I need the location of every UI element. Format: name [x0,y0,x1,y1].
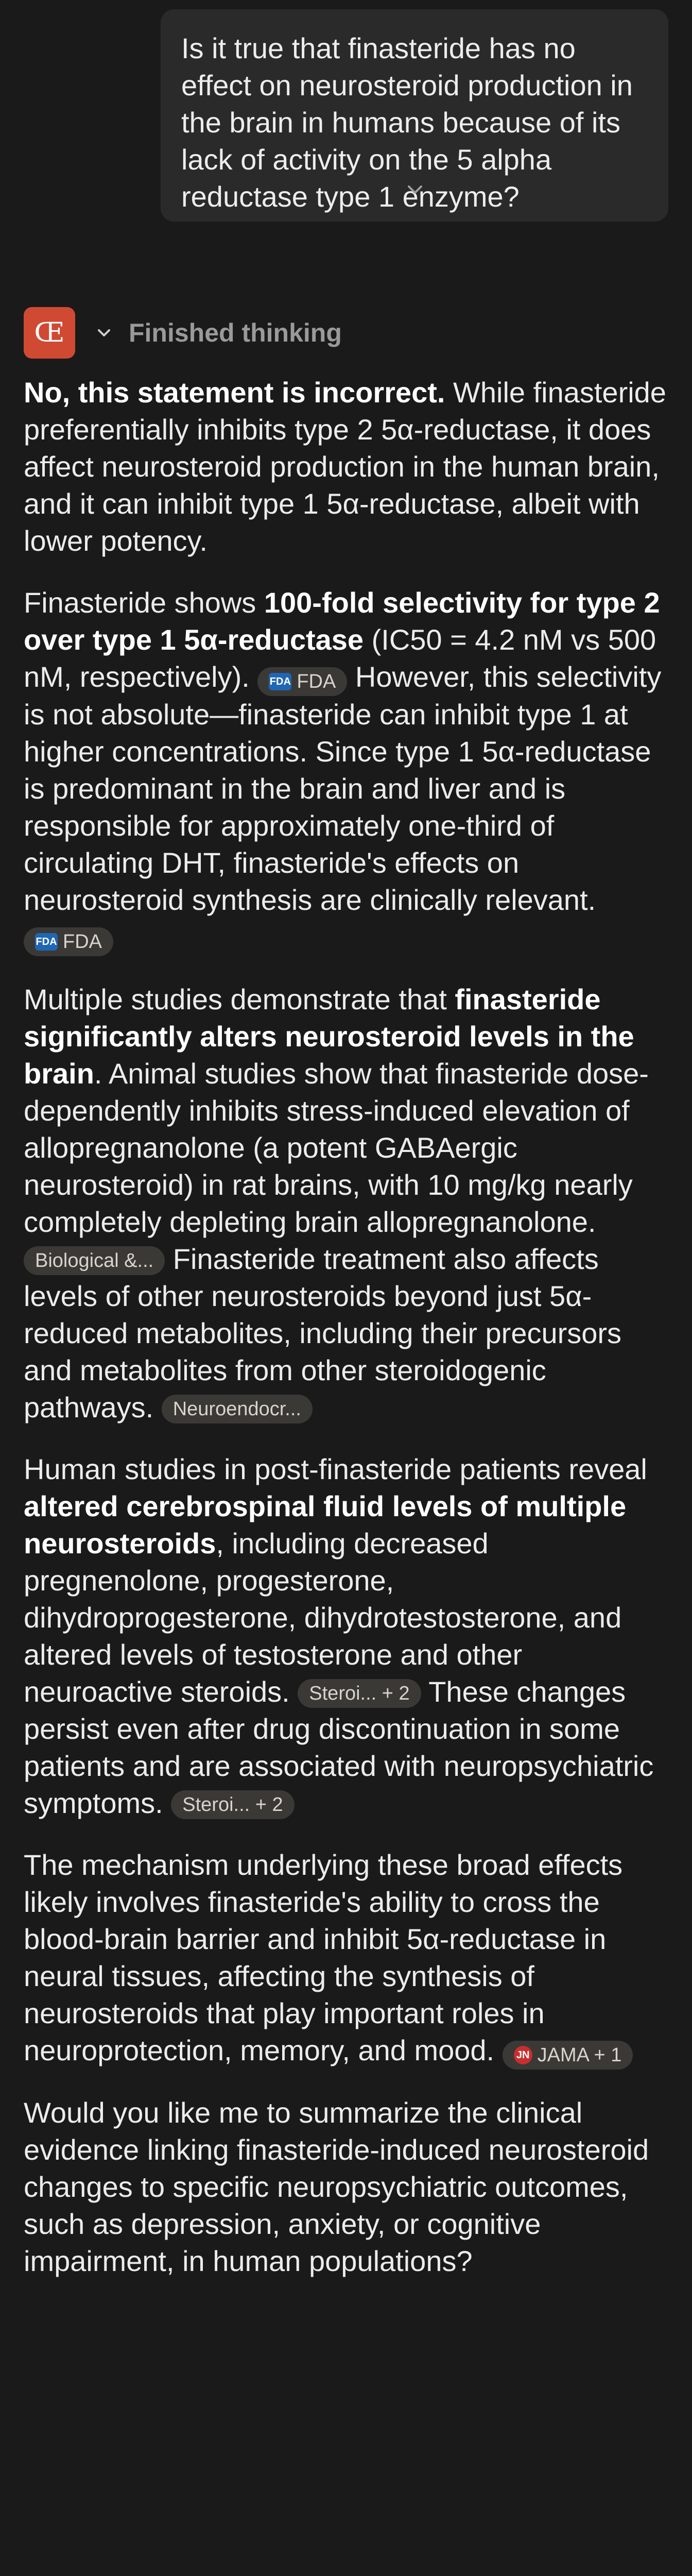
citation-chip-neuroendocrinology[interactable]: Neuroendocr... [162,1395,313,1423]
citation-chip-jama[interactable]: JN JAMA + 1 [503,2041,633,2070]
bold-text: No, this statement is incorrect. [24,376,445,409]
thinking-toggle[interactable] [24,306,342,360]
answer-paragraph-3: Multiple studies demonstrate that finasteride significantly alters neurosteroid levels in the brain. Animal studies show that finasteride dose-dependently inhibits stress-induced elevation of allopregnanolone (a potent GABAergic neurosteroid) in rat brains, with 10 mg/kg nearly completely depleting brain allopregnanolone. Biological &... Finasteride treatment also affects levels of other neurosteroids beyond just 5α-reduced metabolites, including their precursors and metabolites from other steroidogenic pathways. Neuroendocr... [24,983,649,1423]
chevron-down-icon [95,324,113,342]
bold-text: altered cerebrospinal fluid levels of multiple neurosteroids [24,1490,627,1560]
citation-chip-fda[interactable]: FDA FDA [257,667,347,696]
answer-paragraph-4: Human studies in post-finasteride patients reveal altered cerebrospinal fluid levels of multiple neurosteroids, including decreased pregnenolone, progesterone, dihydroprogesterone, dihydrotestosterone, and altered levels of testosterone and other neuroactive steroids. Steroi... + 2 These changes persist even after drug discontinuation in some patients and are associated with neuropsychiatric symptoms. Steroi... + 2 [24,1453,654,1819]
expand-chevron-icon[interactable] [405,179,425,200]
answer-paragraph-2: Finasteride shows 100-fold selectivity for type 2 over type 1 5α-reductase (IC50 = 4.2 nM vs 500 nM, respectively). FDA FDA However, this selectivity is not absolute—finasteride can inhibit type 1 at higher concentrations. Since type 1 5α-reductase is predominant in the brain and liver and is responsible for approximately one-third of circulating DHT, finasteride's effects on neurosteroid synthesis are clinically relevant. FDA FDA [24,584,672,956]
question-text: Is it true that finasteride has no effect on neurosteroid production in the brain in humans because of its lack of activity on the 5 alpha reductase type 1 enzyme? [181,32,633,213]
citation-chip-biological[interactable]: Biological &... [24,1246,165,1275]
fda-logo-icon: FDA [269,673,291,690]
citation-chip-fda[interactable]: FDA FDA [24,927,113,956]
thinking-label: Finished thinking [129,318,342,347]
answer-paragraph-5: The mechanism underlying these broad effects likely involves finasteride's ability to cross the blood-brain barrier and inhibit 5α-reductase in neural tissues, affecting the synthesis of neurosteroids that play important roles in neuroprotection, memory, and mood. JN JAMA + 1 [24,1846,672,2070]
jama-logo-icon: JN [514,2046,532,2064]
assistant-logo: Œ [24,307,75,359]
citation-chip-steroids[interactable]: Steroi... + 2 [298,1679,421,1708]
answer-paragraph-1: No, this statement is incorrect. While finasteride preferentially inhibits type 2 5α-reductase, it does affect neurosteroid production in the human brain, and it can inhibit type 1 5α-reductase, albeit with lower potency. [24,376,666,557]
bold-text: finasteride significantly alters neurosteroid levels in the brain [24,983,634,1090]
answer-paragraph-6: Would you like me to summarize the clinical evidence linking finasteride-induced neurosteroid changes to specific neuropsychiatric outcomes, such as depression, anxiety, or cognitive impairment, in human populations? [24,2096,649,2277]
citation-chip-steroids[interactable]: Steroi... + 2 [171,1790,294,1819]
question-bubble [161,9,668,222]
fda-logo-icon: FDA [35,933,58,951]
answer-body [24,374,672,2304]
bold-text: 100-fold selectivity for type 2 over type 1 5α-reductase [24,586,660,656]
